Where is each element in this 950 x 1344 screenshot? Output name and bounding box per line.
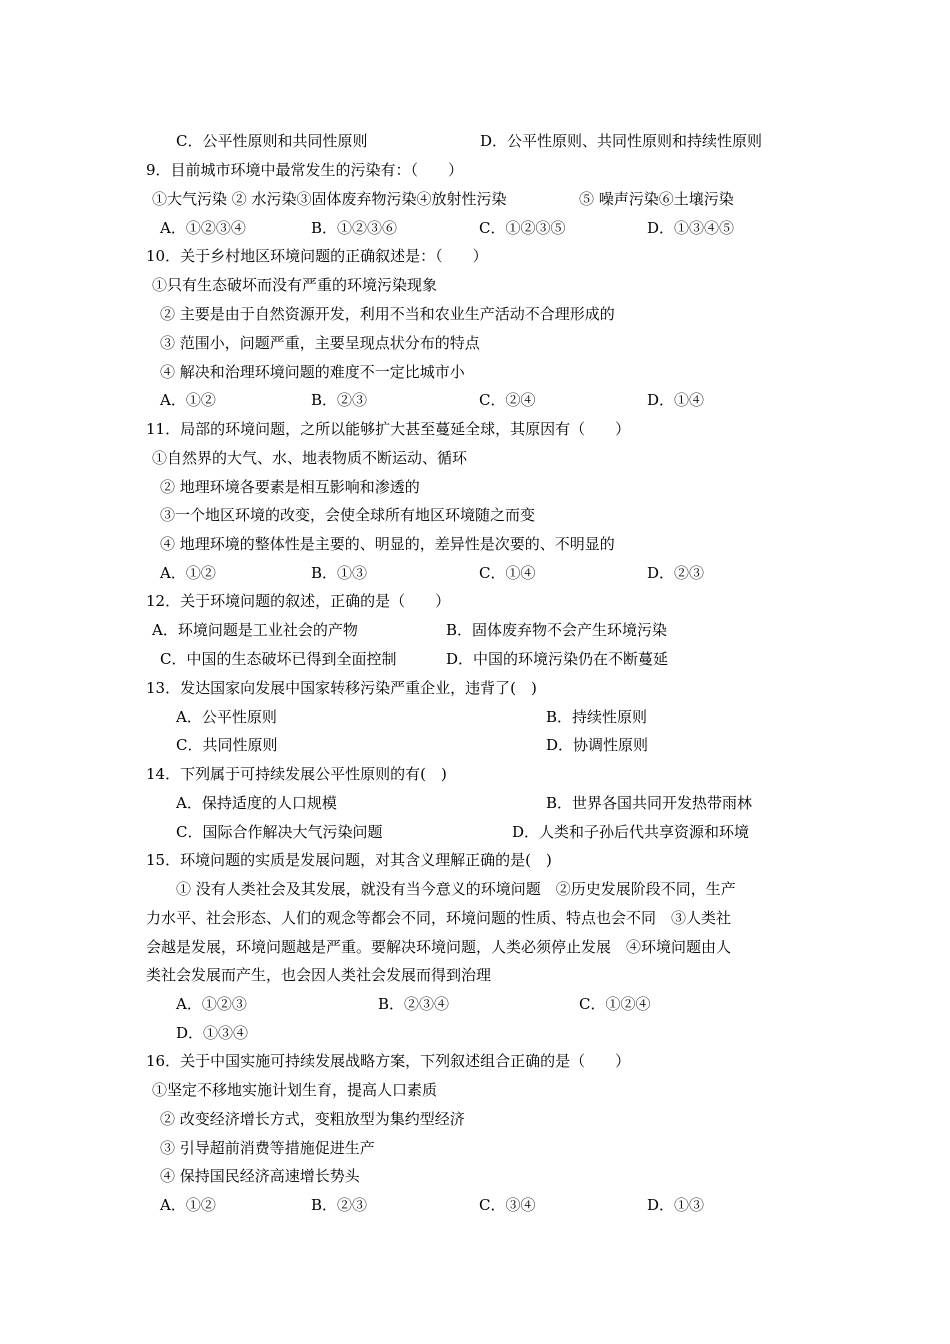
- q8-option-c: C．公平性原则和共同性原则: [176, 132, 368, 150]
- q15-stem: 15．环境问题的实质是发展问题，对其含义理解正确的是( ): [146, 851, 552, 869]
- q16-stem: 16．关于中国实施可持续发展战略方案，下列叙述组合正确的是（ ）: [146, 1052, 631, 1070]
- q15-option-c: C．①②④: [579, 995, 651, 1013]
- q11-option-d: D．②③: [647, 564, 705, 582]
- q13-option-c: C．共同性原则: [176, 736, 278, 754]
- q11-item-1: ①自然界的大气、水、地表物质不断运动、循环: [152, 449, 468, 467]
- q10-option-b: B．②③: [311, 391, 368, 409]
- q9-option-d: D．①③④⑤: [647, 219, 735, 237]
- q16-item-3: ③ 引导超前消费等措施促进生产: [160, 1139, 375, 1157]
- q11-option-b: B．①③: [311, 564, 368, 582]
- q14-option-a: A．保持适度的人口规模: [176, 794, 337, 812]
- q15-option-b: B．②③④: [378, 995, 450, 1013]
- q10-item-2: ② 主要是由于自然资源开发，利用不当和农业生产活动不合理形成的: [160, 305, 615, 323]
- q14-stem: 14．下列属于可持续发展公平性原则的有( ): [146, 765, 447, 783]
- q9-items-a: ①大气污染 ② 水污染③固体废弃物污染④放射性污染: [152, 190, 507, 208]
- q11-item-3: ③一个地区环境的改变，会使全球所有地区环境随之而变: [160, 506, 536, 524]
- q16-item-2: ② 改变经济增长方式，变粗放型为集约型经济: [160, 1110, 465, 1128]
- q9-option-c: C．①②③⑤: [479, 219, 566, 237]
- q11-option-a: A．①②: [160, 564, 216, 582]
- q13-stem: 13．发达国家向发展中国家转移污染严重企业，违背了( ): [146, 679, 537, 697]
- q12-option-a: A．环境问题是工业社会的产物: [152, 621, 358, 639]
- q14-option-b: B．世界各国共同开发热带雨林: [546, 794, 753, 812]
- q9-option-b: B．①②③⑥: [311, 219, 398, 237]
- q11-stem: 11．局部的环境问题，之所以能够扩大甚至蔓延全球，其原因有（ ）: [146, 420, 631, 438]
- q16-item-1: ①坚定不移地实施计划生育，提高人口素质: [152, 1081, 438, 1099]
- q15-para-line-2: 力水平、社会形态、人们的观念等都会不同，环境问题的性质、特点也会不同 ③人类社: [146, 909, 732, 927]
- q16-item-4: ④ 保持国民经济高速增长势头: [160, 1167, 360, 1185]
- q16-option-a: A．①②: [160, 1196, 216, 1214]
- q12-option-d: D．中国的环境污染仍在不断蔓延: [446, 650, 669, 668]
- q8-option-d: D．公平性原则、共同性原则和持续性原则: [480, 132, 763, 150]
- q11-item-4: ④ 地理环境的整体性是主要的、明显的，差异性是次要的、不明显的: [160, 535, 615, 553]
- q12-option-c: C．中国的生态破坏已得到全面控制: [160, 650, 397, 668]
- q9-option-a: A．①②③④: [160, 219, 246, 237]
- q15-option-a: A．①②③: [176, 995, 247, 1013]
- q9-items-b: ⑤ 噪声污染⑥土壤污染: [579, 190, 734, 208]
- q13-option-b: B．持续性原则: [546, 708, 648, 726]
- q12-stem: 12．关于环境问题的叙述，正确的是（ ）: [146, 592, 451, 610]
- q16-option-b: B．②③: [311, 1196, 368, 1214]
- q11-item-2: ② 地理环境各要素是相互影响和渗透的: [160, 478, 420, 496]
- q10-option-d: D．①④: [647, 391, 705, 409]
- q10-option-a: A．①②: [160, 391, 216, 409]
- q16-option-c: C．③④: [479, 1196, 536, 1214]
- q10-item-4: ④ 解决和治理环境问题的难度不一定比城市小: [160, 363, 465, 381]
- q13-option-a: A．公平性原则: [176, 708, 277, 726]
- q10-stem: 10．关于乡村地区环境问题的正确叙述是：（ ）: [146, 247, 488, 265]
- q16-option-d: D．①③: [647, 1196, 705, 1214]
- q15-para-line-1: ① 没有人类社会及其发展，就没有当今意义的环境问题 ②历史发展阶段不同，生产: [176, 880, 736, 898]
- q9-stem: 9．目前城市环境中最常发生的污染有：（ ）: [146, 161, 464, 179]
- q13-option-d: D．协调性原则: [546, 736, 649, 754]
- q10-item-1: ①只有生态破坏而没有严重的环境污染现象: [152, 276, 438, 294]
- q15-para-line-3: 会越是发展，环境问题越是严重。要解决环境问题，人类必须停止发展 ④环境问题由人: [146, 938, 732, 956]
- q14-option-c: C．国际合作解决大气污染问题: [176, 823, 383, 841]
- q10-item-3: ③ 范围小，问题严重，主要呈现点状分布的特点: [160, 334, 480, 352]
- q15-option-d: D．①③④: [176, 1024, 249, 1042]
- q14-option-d: D．人类和子孙后代共享资源和环境: [512, 823, 750, 841]
- q10-option-c: C．②④: [479, 391, 536, 409]
- q15-para-line-4: 类社会发展而产生，也会因人类社会发展而得到治理: [146, 966, 492, 984]
- q11-option-c: C．①④: [479, 564, 536, 582]
- q12-option-b: B．固体废弃物不会产生环境污染: [446, 621, 668, 639]
